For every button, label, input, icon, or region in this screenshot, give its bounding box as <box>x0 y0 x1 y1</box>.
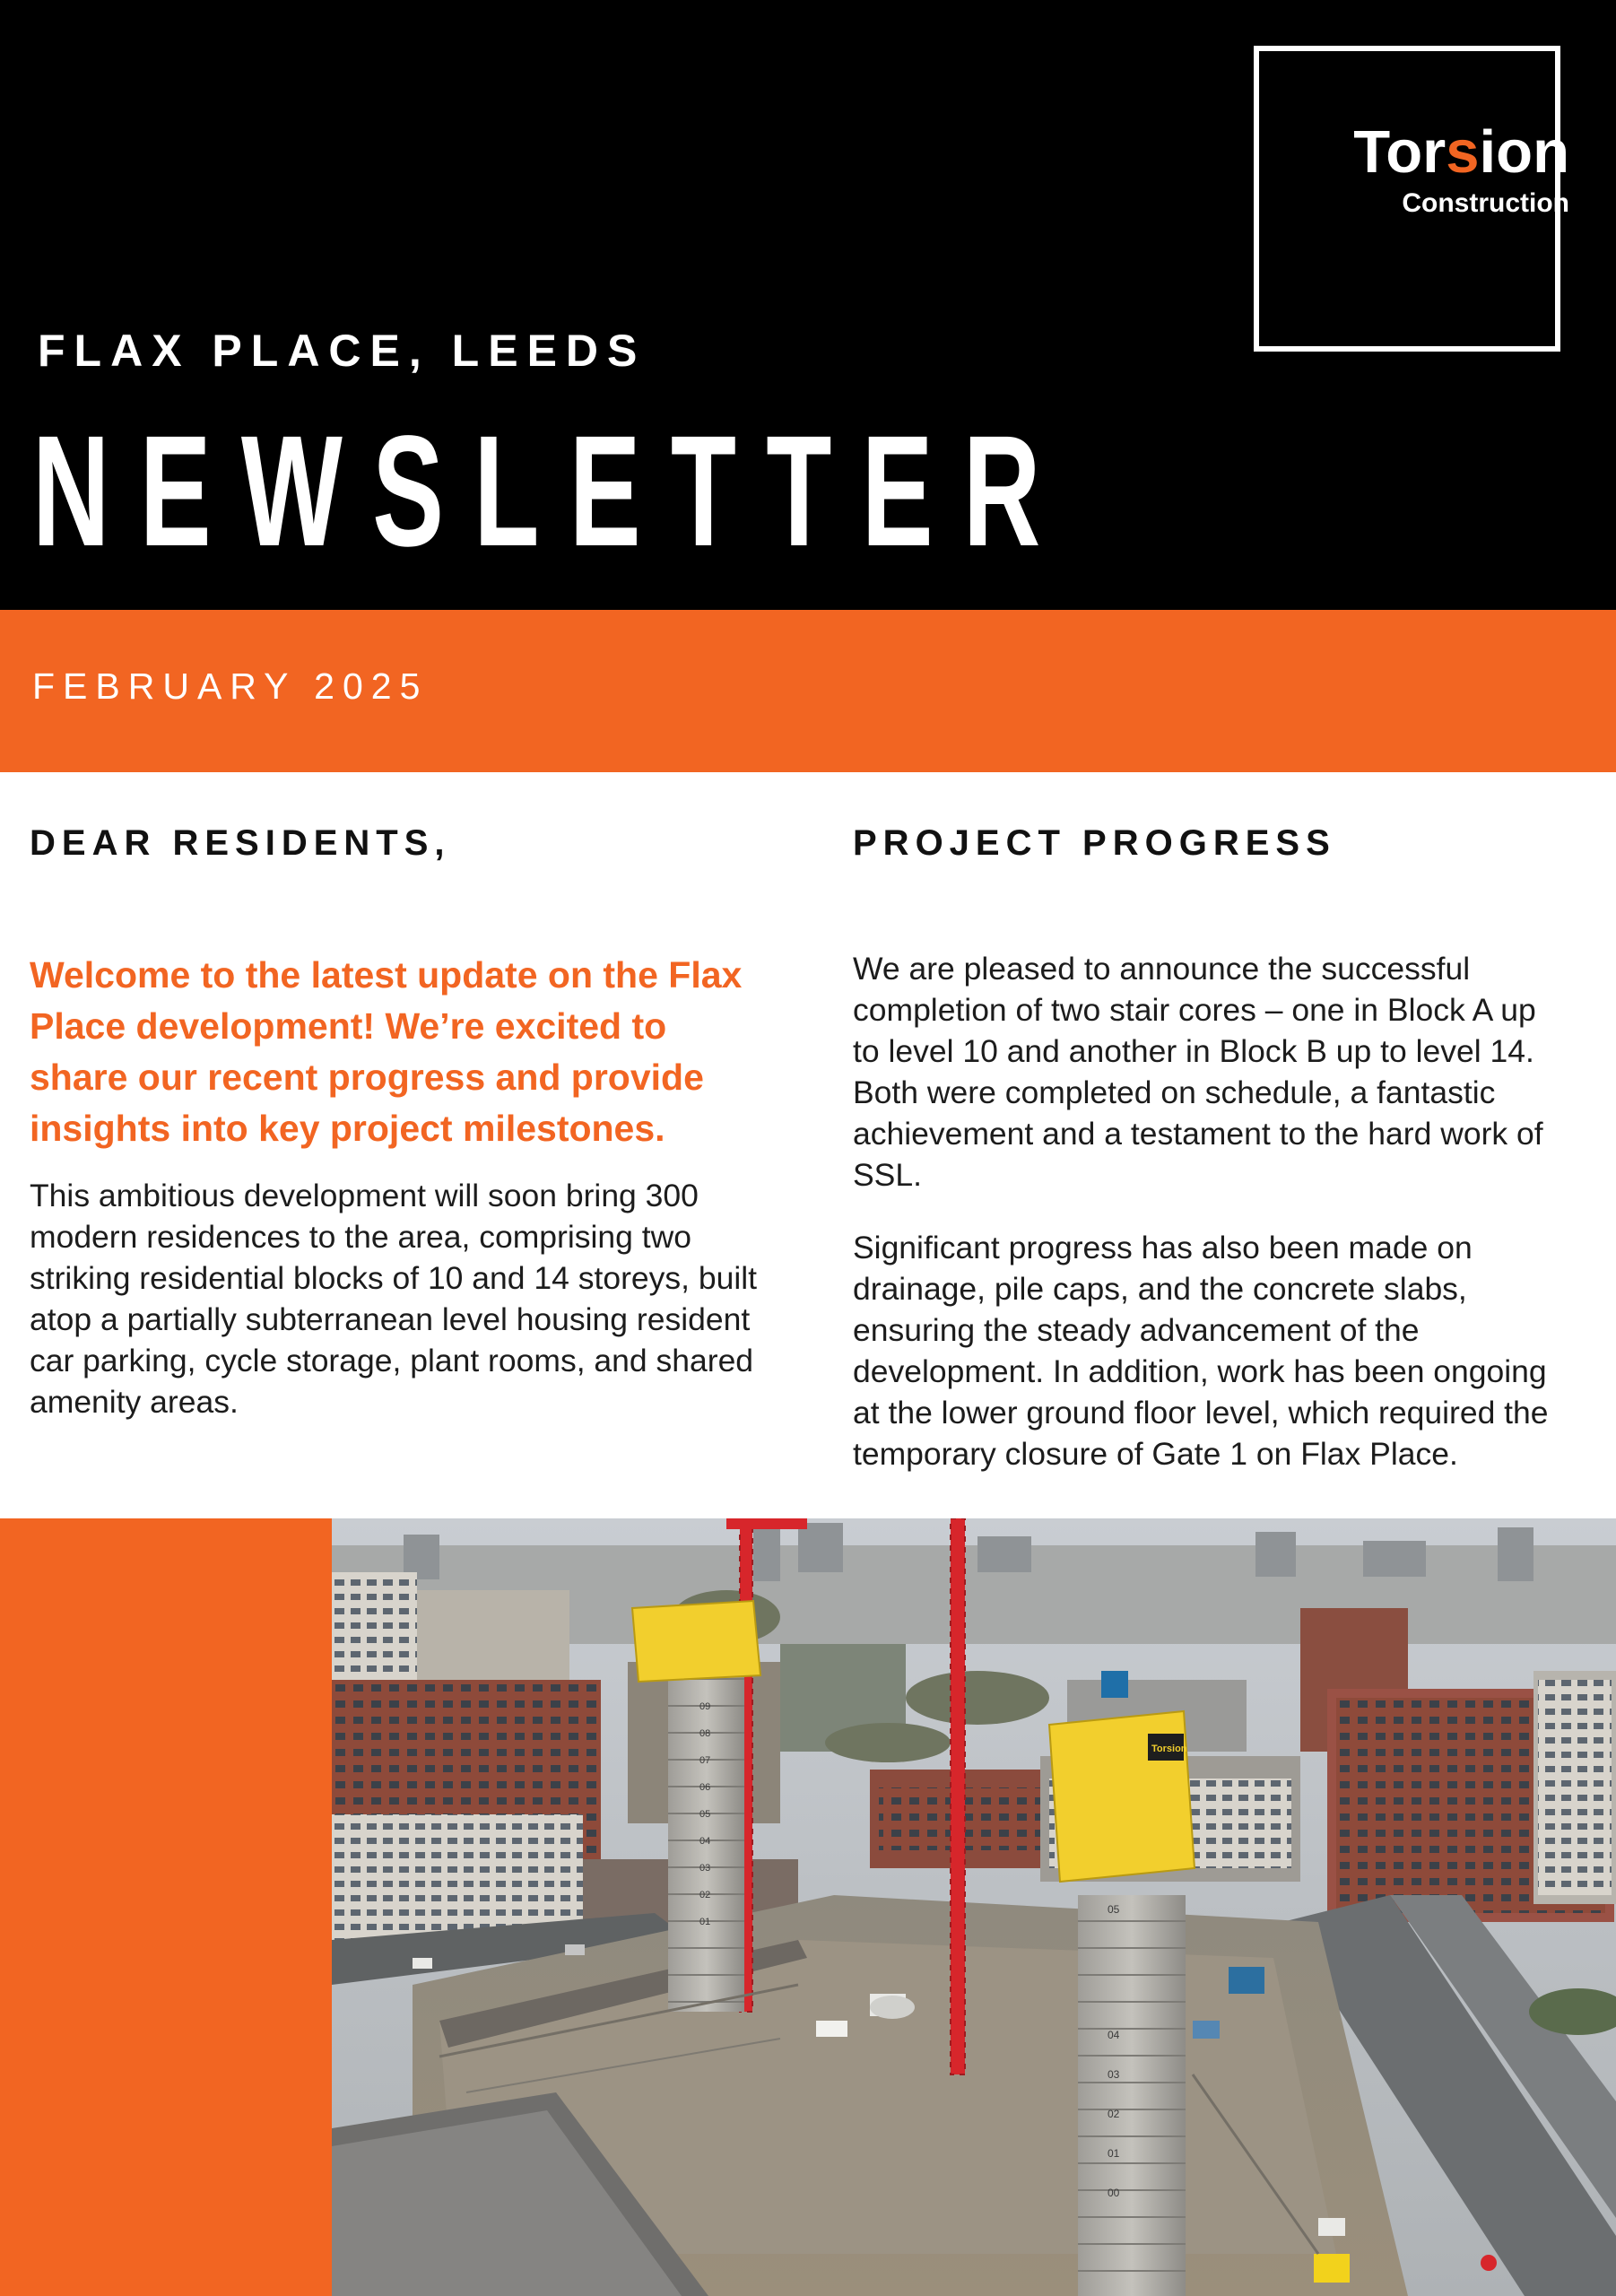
core-b-level-0: 00 <box>1108 2187 1120 2199</box>
core-a-level-2: 02 <box>699 1890 711 1900</box>
progress-paragraph-2: Significant progress has also been made on drainage, pile caps, and the concrete slabs, ensuring the steady advancement of the development. In addition, work has been ongoing at the lower ground floor level, which required the temporary closure of Gate 1 on Flax Place. <box>853 1230 1549 1472</box>
core-a-level-4: 04 <box>699 1836 711 1847</box>
progress-column <box>853 825 1570 1474</box>
core-b-level-1: 01 <box>1108 2147 1120 2160</box>
intro-body: This ambitious development will soon bring 300 modern residences to the area, comprising two striking residential blocks of 10 and 14 storeys, built atop a partially subterranean level housing resident car parking, cycle storage, plant rooms, and shared amenity areas. <box>30 1178 758 1420</box>
issue-date: FEBRUARY 2025 <box>32 665 429 707</box>
intro-lead: Welcome to the latest update on the Flax Place development! We’re excited to share our recent progress and provide insights into key project milestones. <box>30 954 743 1149</box>
progress-paragraph-1: We are pleased to announce the successful completion of two stair cores – one in Block A up to level 10 and another in Block B up to level 14. Both were completed on schedule, a fantastic achievement and a testament to the hard work of SSL. <box>853 951 1543 1193</box>
intro-column <box>30 825 774 1422</box>
logo-word-accent: s <box>1446 118 1480 186</box>
newsletter-masthead: NEWSLETTER <box>32 404 1071 579</box>
core-b-level-4: 04 <box>1108 2029 1120 2041</box>
logo-subtitle: Construction <box>1402 188 1569 218</box>
core-b-level-2: 02 <box>1108 2108 1120 2120</box>
core-a-level-9: 09 <box>699 1701 711 1712</box>
logo-word-start: Tor <box>1353 118 1447 186</box>
hoarding-brand: Torsion <box>1151 1744 1187 1754</box>
core-a-level-8: 08 <box>699 1728 711 1739</box>
core-a-level-7: 07 <box>699 1755 711 1766</box>
location-title: FLAX PLACE, LEEDS <box>38 326 647 376</box>
construction-site-photo <box>332 1518 1616 2296</box>
core-a-level-6: 06 <box>699 1782 711 1793</box>
progress-heading: PROJECT PROGRESS <box>853 823 1336 863</box>
core-a-level-5: 05 <box>699 1809 711 1820</box>
logo-wordmark <box>1353 118 1569 186</box>
core-a-level-1: 01 <box>699 1917 711 1927</box>
core-a-level-3: 03 <box>699 1863 711 1874</box>
intro-heading: DEAR RESIDENTS, <box>30 823 451 863</box>
orange-side-panel <box>0 1518 332 2296</box>
logo-word-end: ion <box>1479 118 1569 186</box>
core-b-level-3: 03 <box>1108 2068 1120 2081</box>
core-b-level-5: 05 <box>1108 1903 1120 1916</box>
